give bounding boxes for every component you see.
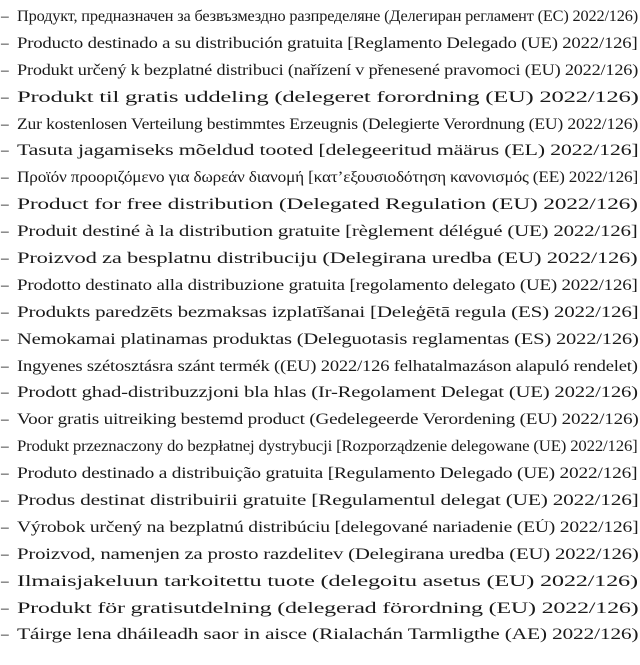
- list-bullet-dash: –: [1, 115, 9, 133]
- list-item-text: Výrobok určený na bezplatnú distribúciu [delegované nariadenie (EÚ) 2022/126]: [17, 518, 639, 536]
- list-item: [0, 327, 640, 354]
- list-item: [0, 273, 640, 300]
- list-item: [0, 192, 640, 219]
- list-bullet-dash: –: [1, 465, 9, 483]
- list-item-text: Produto destinado a distribuição gratuita [Regulamento Delegado (UE) 2022/126]: [17, 465, 638, 483]
- list-item: [0, 31, 640, 58]
- list-item-text: Prodott ghad-distribuzzjoni bla hlas (Ir-Regolament Delegat (UE) 2022/126): [17, 384, 638, 402]
- list-item: [0, 434, 640, 461]
- list-item-text: Produkt för gratisutdelning (delegerad förordning (EU) 2022/126): [17, 599, 639, 617]
- list-bullet-dash: –: [1, 384, 9, 402]
- list-bullet-dash: –: [1, 34, 9, 52]
- list-item-text: Prodotto destinato alla distribuzione gratuita [regolamento delegato (UE) 2022/126]: [17, 276, 638, 294]
- list-item-text: Продукт, предназначен за безвъзмездно разпределяне (Делегиран регламент (ЕС) 2022/126): [17, 8, 639, 25]
- list-item-text: Proizvod za besplatnu distribuciju (Delegirana uredba (EU) 2022/126): [17, 250, 638, 268]
- list-item: [0, 461, 640, 488]
- list-item-text: Tasuta jagamiseks mõeldud tooted [delegeeritud määrus (EL) 2022/126]: [17, 142, 639, 160]
- list-item-text: Produkt til gratis uddeling (delegeret forordning (EU) 2022/126): [17, 88, 639, 106]
- list-bullet-dash: –: [1, 88, 9, 106]
- list-item: [0, 300, 640, 327]
- list-item-text: Nemokamai platinamas produktas (Deleguotasis reglamentas (ES) 2022/126): [17, 330, 639, 348]
- list-item: [0, 165, 640, 192]
- list-item: [0, 569, 640, 596]
- list-bullet-dash: –: [1, 438, 9, 456]
- list-item: [0, 138, 640, 165]
- list-bullet-dash: –: [1, 330, 9, 348]
- list-item-text: Produit destiné à la distribution gratuite [règlement délégué (UE) 2022/126]: [17, 223, 638, 241]
- list-bullet-dash: –: [1, 142, 9, 160]
- list-bullet-dash: –: [1, 303, 9, 321]
- list-item: [0, 58, 640, 85]
- list-item-text: Ingyenes szétosztásra szánt termék ((EU) 2022/126 felhatalmazáson alapuló rendelet): [17, 357, 638, 375]
- list-bullet-dash: –: [1, 169, 9, 187]
- list-item-text: Produkts paredzēts bezmaksas izplatīšanai [Deleģētā regula (ES) 2022/126]: [17, 303, 639, 321]
- list-item: [0, 488, 640, 515]
- list-item-text: Ilmaisjakeluun tarkoitettu tuote (delegoitu asetus (EU) 2022/126): [17, 572, 638, 590]
- list-bullet-dash: –: [1, 599, 9, 617]
- list-item-text: Proizvod, namenjen za prosto razdelitev (Delegirana uredba (EU) 2022/126): [17, 545, 639, 563]
- list-item: [0, 4, 640, 31]
- list-bullet-dash: –: [1, 61, 9, 79]
- list-item: [0, 596, 640, 623]
- list-item-text: Produkt przeznaczony do bezpłatnej dystrybucji [Rozporządzenie delegowane (UE) 2022/126]: [17, 438, 638, 456]
- list-item-text: Producto destinado a su distribución gratuita [Reglamento Delegado (UE) 2022/126]: [17, 34, 638, 52]
- list-item-text: Produs destinat distribuirii gratuite [Regulamentul delegat (UE) 2022/126]: [17, 492, 639, 510]
- list-item: [0, 622, 640, 649]
- list-item: [0, 112, 640, 139]
- list-item-text: Product for free distribution (Delegated Regulation (EU) 2022/126): [17, 196, 638, 214]
- list-bullet-dash: –: [1, 411, 9, 429]
- list-item: [0, 246, 640, 273]
- list-bullet-dash: –: [1, 223, 9, 241]
- list-bullet-dash: –: [1, 276, 9, 294]
- list-bullet-dash: –: [1, 626, 9, 644]
- list-item-text: Zur kostenlosen Verteilung bestimmtes Erzeugnis (Delegierte Verordnung (EU) 2022/126): [17, 115, 639, 133]
- list-bullet-dash: –: [1, 572, 9, 590]
- list-item-text: Προϊόν προοριζόμενο για δωρεάν διανομή [κατ’εξουσιοδότηση κανονισμός (ΕΕ) 2022/126]: [17, 169, 639, 187]
- list-item-text: Produkt určený k bezplatné distribuci (nařízení v přenesené pravomoci (EU) 2022/126): [17, 61, 639, 79]
- list-item: [0, 407, 640, 434]
- list-bullet-dash: –: [1, 357, 9, 375]
- list-item: [0, 354, 640, 381]
- list-item-text: Voor gratis uitreiking bestemd product (Gedelegeerde Verordening (EU) 2022/126): [17, 411, 639, 429]
- list-item: [0, 542, 640, 569]
- list-bullet-dash: –: [1, 196, 9, 214]
- list-item: [0, 515, 640, 542]
- list-bullet-dash: –: [1, 8, 9, 25]
- list-bullet-dash: –: [1, 545, 9, 563]
- list-bullet-dash: –: [1, 250, 9, 268]
- list-bullet-dash: –: [1, 518, 9, 536]
- list-bullet-dash: –: [1, 492, 9, 510]
- list-item-text: Táirge lena dháileadh saor in aisce (Rialachán Tarmligthe (AE) 2022/126): [17, 626, 639, 644]
- list-item: [0, 85, 640, 112]
- list-item: [0, 380, 640, 407]
- list-item: [0, 219, 640, 246]
